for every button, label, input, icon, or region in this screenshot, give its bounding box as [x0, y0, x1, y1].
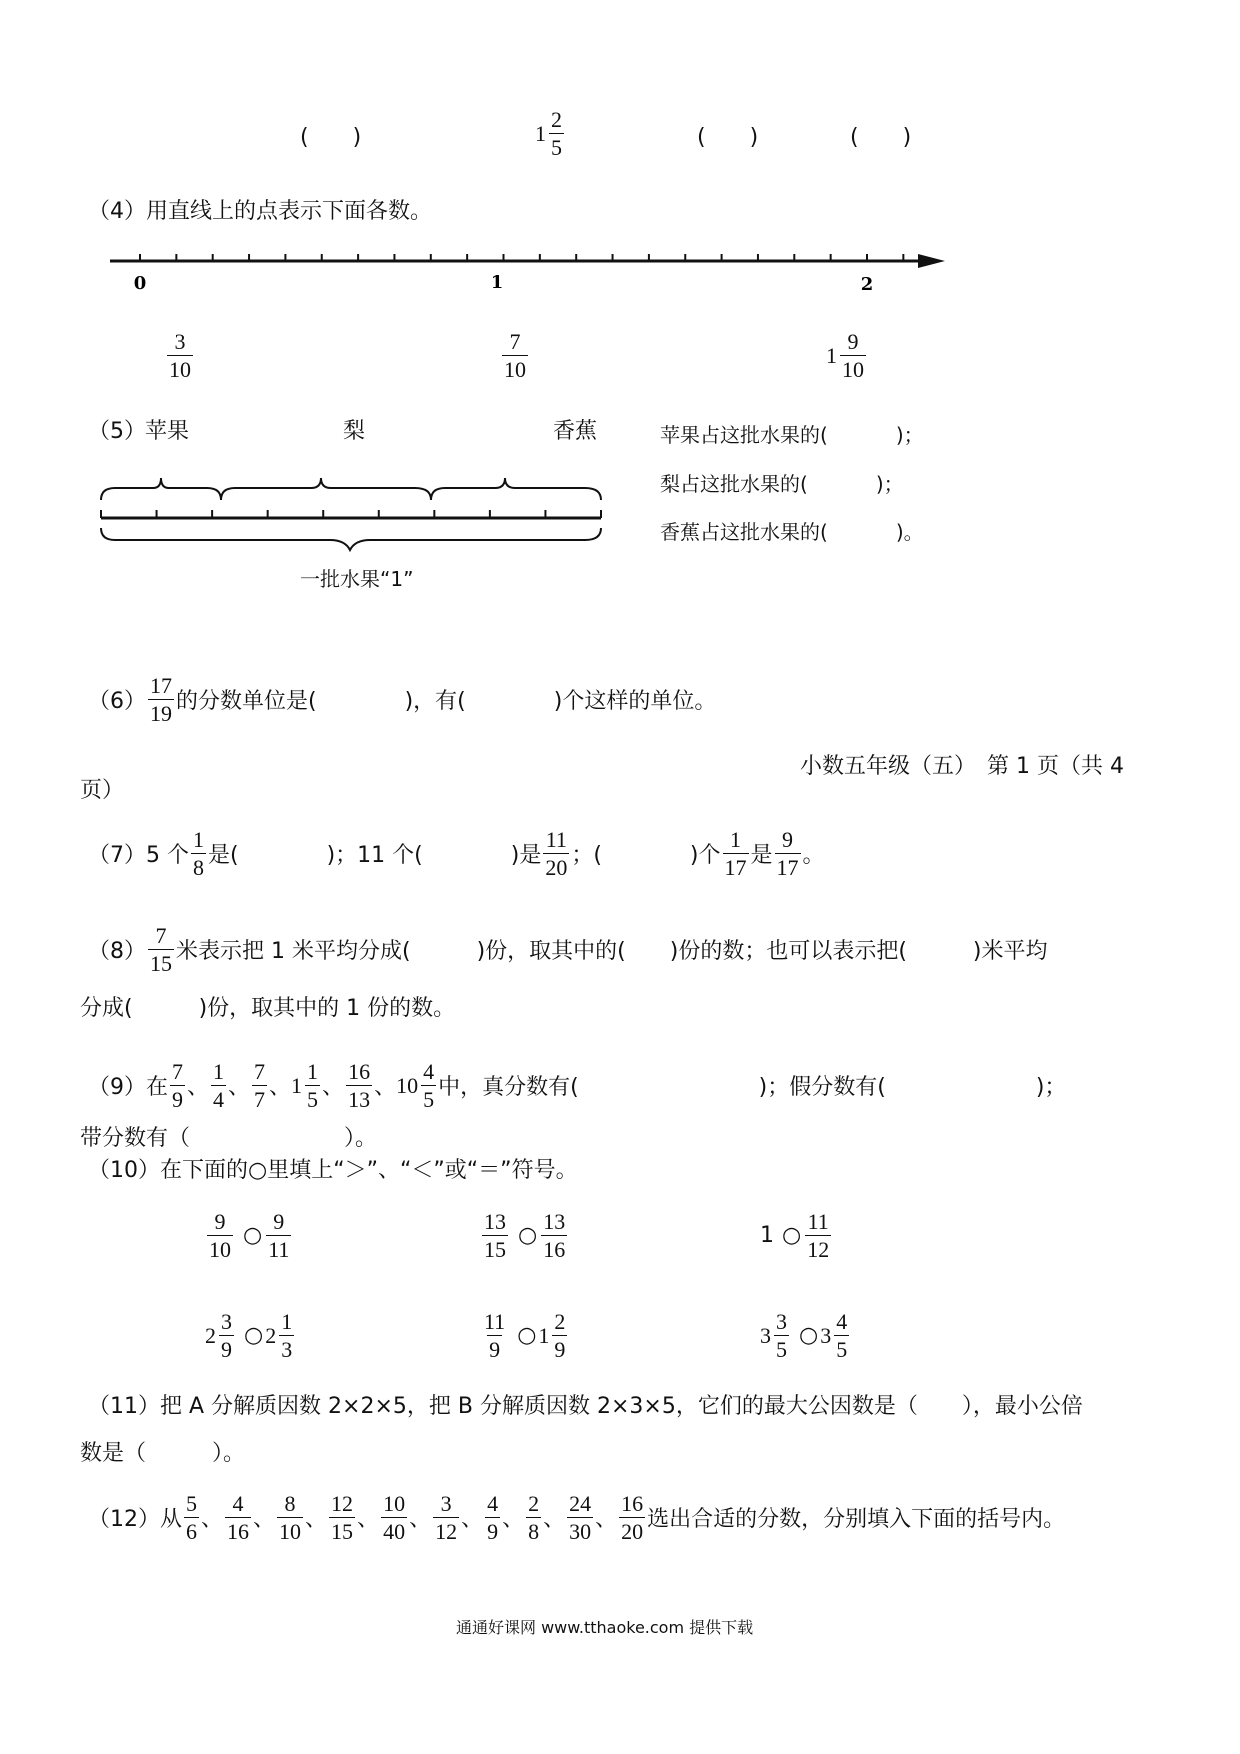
denominator: 6: [186, 1519, 197, 1545]
numerator: 9: [214, 1209, 226, 1234]
q5-line-1-text: 苹果占这批水果的(: [660, 423, 828, 447]
q12-fraction: [379, 1492, 409, 1543]
denominator: 30: [569, 1519, 592, 1545]
denominator: 9: [221, 1337, 232, 1363]
denominator: 10: [279, 1519, 302, 1545]
q7-part-1: （7）5 个: [88, 843, 189, 869]
separator: 、: [374, 1075, 397, 1101]
numerator: 1: [213, 1059, 225, 1084]
blank-2: ( ): [697, 125, 759, 150]
q12-fraction: [483, 1492, 502, 1543]
page-counter: 小数五年级（五） 第 1 页（共 4: [800, 754, 1124, 779]
compare-circle[interactable]: ○: [782, 1223, 802, 1249]
q12-fraction: [275, 1492, 305, 1543]
separator: 、: [409, 1507, 432, 1533]
denominator: 5: [836, 1337, 848, 1363]
q7: [88, 828, 825, 879]
page-counter-wrap: 页）: [80, 778, 125, 803]
q5-prefix: （5）: [88, 419, 146, 444]
q12-fraction: [524, 1492, 543, 1543]
whole-part: 2: [205, 1322, 216, 1348]
compare-item: [480, 1210, 569, 1261]
q12-fraction: [182, 1492, 201, 1543]
separator: 、: [305, 1507, 328, 1533]
q5-line-3-close: )。: [895, 520, 924, 544]
q9-part-2: 中，真分数有(: [438, 1075, 579, 1101]
q9-fraction: [250, 1060, 269, 1111]
numerator: 9: [847, 329, 859, 354]
compare-right: [803, 1210, 833, 1261]
compare-left: [480, 1310, 509, 1361]
q7-part-4: 是: [750, 843, 773, 869]
q9-fraction: [396, 1060, 438, 1111]
q9-part-1: （9）在: [88, 1075, 168, 1101]
q5-line-2: [660, 474, 904, 494]
denominator: 12: [807, 1237, 830, 1263]
numerator: 2: [551, 107, 562, 132]
numerator: 11: [484, 1309, 506, 1334]
q4-frac-1: [165, 330, 195, 381]
numerator: 2: [554, 1309, 566, 1334]
separator: 、: [228, 1075, 251, 1101]
compare-left: [480, 1210, 510, 1261]
denominator: 10: [842, 357, 864, 383]
q9: [88, 1060, 1066, 1111]
numerator: 10: [383, 1491, 406, 1516]
denominator: 10: [169, 357, 191, 383]
q5-line-1-close: )；: [895, 423, 924, 447]
denominator: 10: [209, 1237, 231, 1263]
q9-part-4: )；: [1035, 1075, 1067, 1101]
compare-left: 1: [760, 1223, 774, 1249]
denominator: 11: [268, 1237, 290, 1263]
whole-part: 1: [291, 1072, 303, 1098]
separator: 、: [322, 1075, 345, 1101]
denominator: 15: [484, 1237, 506, 1263]
brace-label: 一批水果“1”: [300, 567, 414, 591]
compare-left: [205, 1210, 235, 1261]
whole-part: 10: [396, 1072, 419, 1098]
compare-item: [760, 1210, 833, 1261]
denominator: 9: [487, 1519, 499, 1545]
axis-label-1: 1: [490, 272, 504, 290]
q4-frac-2: [500, 330, 530, 381]
compare-right: [820, 1310, 851, 1361]
separator: 、: [269, 1075, 292, 1101]
denominator: 9: [554, 1337, 566, 1363]
separator: 、: [543, 1507, 566, 1533]
separator: 、: [187, 1075, 210, 1101]
q6: [88, 674, 716, 725]
separator: 、: [201, 1507, 224, 1533]
number-line: [100, 240, 950, 290]
q10-text: （10）在下面的○里填上“＞”、“＜”或“＝”符号。: [88, 1158, 578, 1183]
separator: 、: [595, 1507, 618, 1533]
compare-circle[interactable]: ○: [244, 1323, 264, 1349]
denominator: 9: [172, 1087, 183, 1113]
denominator: 4: [213, 1087, 225, 1113]
numerator: 4: [487, 1491, 499, 1516]
q7-part-2: 是( )；11 个( )是: [208, 843, 542, 869]
separator: 、: [253, 1507, 276, 1533]
numerator: 24: [569, 1491, 592, 1516]
q7-part-5: 。: [802, 843, 825, 869]
q4-text: （4）用直线上的点表示下面各数。: [88, 199, 432, 224]
numerator: 16: [621, 1491, 644, 1516]
q5-line-1: [660, 425, 924, 445]
compare-circle[interactable]: ○: [799, 1323, 819, 1349]
q8-part-1: （8）: [88, 939, 146, 965]
denominator: 13: [348, 1087, 371, 1113]
whole-part: 1: [826, 342, 837, 368]
fruit-label-banana: 香蕉: [553, 419, 598, 444]
numerator: 16: [348, 1059, 371, 1084]
numerator: 13: [543, 1209, 566, 1234]
q8-line-2: 分成( )份，取其中的 1 份的数。: [80, 996, 456, 1021]
numerator: 3: [440, 1491, 452, 1516]
numerator: 1: [730, 827, 741, 852]
denominator: 20: [621, 1519, 644, 1545]
compare-left: [205, 1310, 236, 1361]
denominator: 17: [776, 855, 799, 881]
q5-line-3-text: 香蕉占这批水果的(: [660, 520, 828, 544]
q9-fraction: [209, 1060, 228, 1111]
compare-circle[interactable]: ○: [517, 1323, 537, 1349]
q12-fraction: [327, 1492, 357, 1543]
q12: [88, 1492, 1065, 1543]
numerator: 5: [186, 1491, 197, 1516]
denominator: 19: [150, 701, 172, 727]
q11-line-1: （11）把 A 分解质因数 2×2×5，把 B 分解质因数 2×3×5，它们的最大公因数是（ ），最小公倍: [88, 1394, 1083, 1419]
denominator: 8: [528, 1519, 540, 1545]
q12-fraction: [431, 1492, 461, 1543]
whole-part: 2: [265, 1322, 277, 1348]
compare-right: [264, 1210, 293, 1261]
denominator: 5: [551, 135, 562, 161]
q11-line-2: 数是（ ）。: [80, 1441, 246, 1466]
q12-part-2: 选出合适的分数，分别填入下面的括号内。: [647, 1507, 1066, 1533]
numerator: 13: [484, 1209, 506, 1234]
q4-frac-3: [826, 330, 868, 381]
numerator: 9: [782, 827, 794, 852]
denominator: 10: [504, 357, 526, 383]
q5-line-3: [660, 522, 924, 542]
numerator: 4: [232, 1491, 244, 1516]
whole-part: 1: [535, 120, 546, 146]
q12-fraction: [617, 1492, 647, 1543]
q9-fraction: [168, 1060, 187, 1111]
q6-rest: 的分数单位是( )，有( )个这样的单位。: [176, 689, 717, 715]
numerator: 3: [221, 1309, 232, 1334]
numerator: 12: [331, 1491, 354, 1516]
numerator: 3: [174, 329, 186, 354]
numerator: 4: [423, 1059, 435, 1084]
compare-right: [539, 1210, 569, 1261]
denominator: 3: [281, 1337, 293, 1363]
numerator: 11: [807, 1209, 829, 1234]
numerator: 7: [172, 1059, 183, 1084]
numerator: 3: [776, 1309, 787, 1334]
separator: 、: [461, 1507, 484, 1533]
numerator: 7: [155, 923, 167, 948]
q9-fraction: [291, 1060, 322, 1111]
denominator: 15: [331, 1519, 354, 1545]
numerator: 7: [509, 329, 521, 354]
numerator: 1: [307, 1059, 319, 1084]
numerator: 2: [528, 1491, 540, 1516]
numerator: 9: [273, 1209, 285, 1234]
denominator: 12: [435, 1519, 458, 1545]
fruit-bar-diagram: [95, 470, 615, 570]
denominator: 17: [724, 855, 747, 881]
compare-item: [205, 1310, 296, 1361]
separator: 、: [502, 1507, 525, 1533]
compare-circle[interactable]: ○: [518, 1223, 538, 1249]
q9-part-3: )；假分数有(: [758, 1075, 886, 1101]
whole-part: 1: [538, 1322, 550, 1348]
q9-fraction: [344, 1060, 374, 1111]
fruit-label-pear: 梨: [343, 419, 366, 444]
axis-label-2: 2: [860, 274, 874, 290]
q6-prefix: （6）: [88, 689, 146, 715]
numerator: 17: [150, 673, 172, 698]
numerator: 1: [281, 1309, 293, 1334]
blank-1: ( ): [300, 125, 362, 150]
compare-left: [760, 1310, 791, 1361]
q8: [88, 924, 1047, 975]
site-footer: 通通好课网 www.tthaoke.com 提供下载: [456, 1618, 754, 1637]
denominator: 40: [383, 1519, 406, 1545]
denominator: 7: [254, 1087, 266, 1113]
denominator: 16: [543, 1237, 566, 1263]
denominator: 16: [227, 1519, 250, 1545]
q12-fraction: [223, 1492, 253, 1543]
whole-part: 3: [760, 1322, 771, 1348]
q5-line-2-close: )；: [875, 472, 904, 496]
compare-item: [760, 1310, 851, 1361]
q12-fraction: [565, 1492, 595, 1543]
denominator: 9: [489, 1337, 501, 1363]
fruit-label-apple: 苹果: [145, 419, 190, 444]
q7-part-3: ；( )个: [571, 843, 721, 869]
q9-line-2: 带分数有（ ）。: [80, 1126, 378, 1151]
compare-right: [265, 1310, 296, 1361]
denominator: 8: [193, 855, 204, 881]
q5-line-2-text: 梨占这批水果的(: [660, 472, 808, 496]
whole-part: 3: [820, 1322, 832, 1348]
denominator: 5: [423, 1087, 435, 1113]
q12-part-1: （12）从: [88, 1507, 182, 1533]
q8-part-2: 米表示把 1 米平均分成( )份，取其中的( )份的数；也可以表示把( )米平均: [176, 939, 1048, 965]
denominator: 15: [150, 951, 172, 977]
compare-circle[interactable]: ○: [243, 1223, 263, 1249]
numerator: 8: [284, 1491, 296, 1516]
compare-item: [205, 1210, 293, 1261]
numerator: 4: [836, 1309, 848, 1334]
denominator: 5: [776, 1337, 787, 1363]
denominator: 20: [545, 855, 568, 881]
compare-item: [480, 1310, 569, 1361]
separator: 、: [357, 1507, 380, 1533]
denominator: 5: [307, 1087, 319, 1113]
numerator: 11: [545, 827, 567, 852]
blank-3: ( ): [850, 125, 912, 150]
mixed-number-top: [535, 108, 566, 159]
compare-right: [538, 1310, 569, 1361]
numerator: 7: [254, 1059, 266, 1084]
numerator: 1: [193, 827, 204, 852]
axis-label-0: 0: [133, 273, 147, 290]
